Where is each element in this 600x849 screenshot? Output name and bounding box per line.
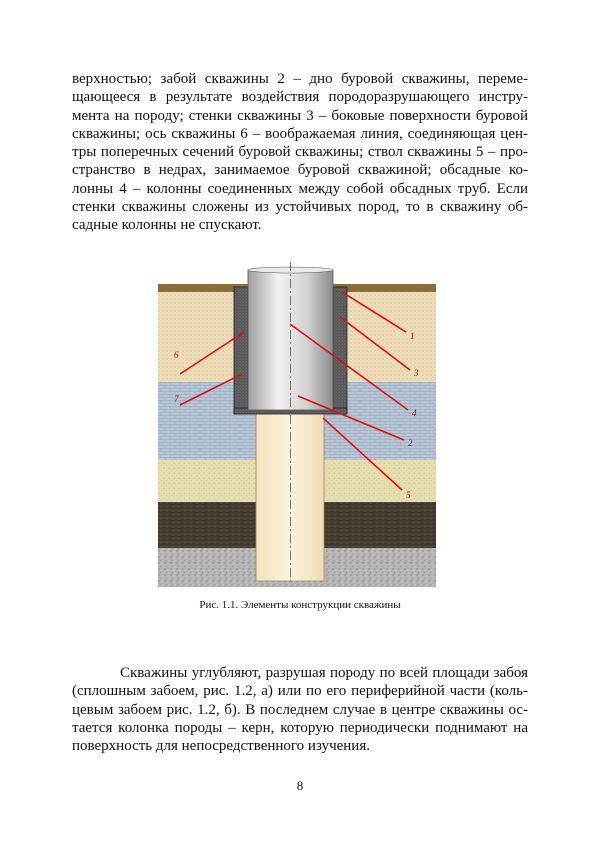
text-line: Скважины углубляют, разрушая породу по всей площади забоя <box>120 665 528 681</box>
text-line: мента на породу; стенки скважины 3 – боковые поверхности буровой <box>72 107 528 124</box>
text-line: цевым забоем рис. 1.2, б). В последнем случае в центре скважины ос- <box>72 701 528 718</box>
text-line: поверхность для непосредственного изучения. <box>72 738 370 755</box>
paragraph-top <box>72 70 528 235</box>
paragraph-bottom <box>72 664 528 755</box>
text-line: тры поперечных сечений буровой скважины; ствол скважины 5 – про- <box>72 144 528 161</box>
figure-label-7: 7 <box>174 394 179 404</box>
text-line: странство в недрах, занимаемое буровой скважиной; обсадные ко- <box>72 162 528 179</box>
cement-right <box>333 287 347 414</box>
well-diagram <box>158 262 436 587</box>
cement-left <box>234 287 248 414</box>
figure-label-5: 5 <box>406 490 411 500</box>
text-line: садные колонны не спускают. <box>72 217 262 234</box>
figure-label-2: 2 <box>408 438 413 448</box>
text-line: лонны 4 – колонны соединенных между собой обсадных труб. Если <box>72 180 528 197</box>
figure-label-3: 3 <box>414 368 419 378</box>
figure-caption: Рис. 1.1. Элементы конструкции скважины <box>199 599 401 611</box>
text-line: стенки скважины сложены из устойчивых пород, то в скважину об- <box>72 199 528 216</box>
text-line: тается колонка породы – керн, которую периодически поднимают на <box>72 719 528 736</box>
text-line: щающееся в результате воздействия породоразрушающего инстру- <box>72 89 528 106</box>
well-construction-figure <box>158 262 436 587</box>
text-line: скважины; ось скважины 6 – воображаемая линия, соединяющая цен- <box>72 125 528 142</box>
text-line: (сплошным забоем, рис. 1.2, а) или по его периферийной части (коль- <box>72 683 528 700</box>
figure-label-6: 6 <box>174 350 179 360</box>
borehole-shaft <box>256 410 324 581</box>
text-line: верхностью; забой скважины 2 – дно буровой скважины, переме- <box>72 71 528 87</box>
page-number: 8 <box>296 778 304 793</box>
figure-label-4: 4 <box>412 408 417 418</box>
figure-label-1: 1 <box>410 331 415 341</box>
